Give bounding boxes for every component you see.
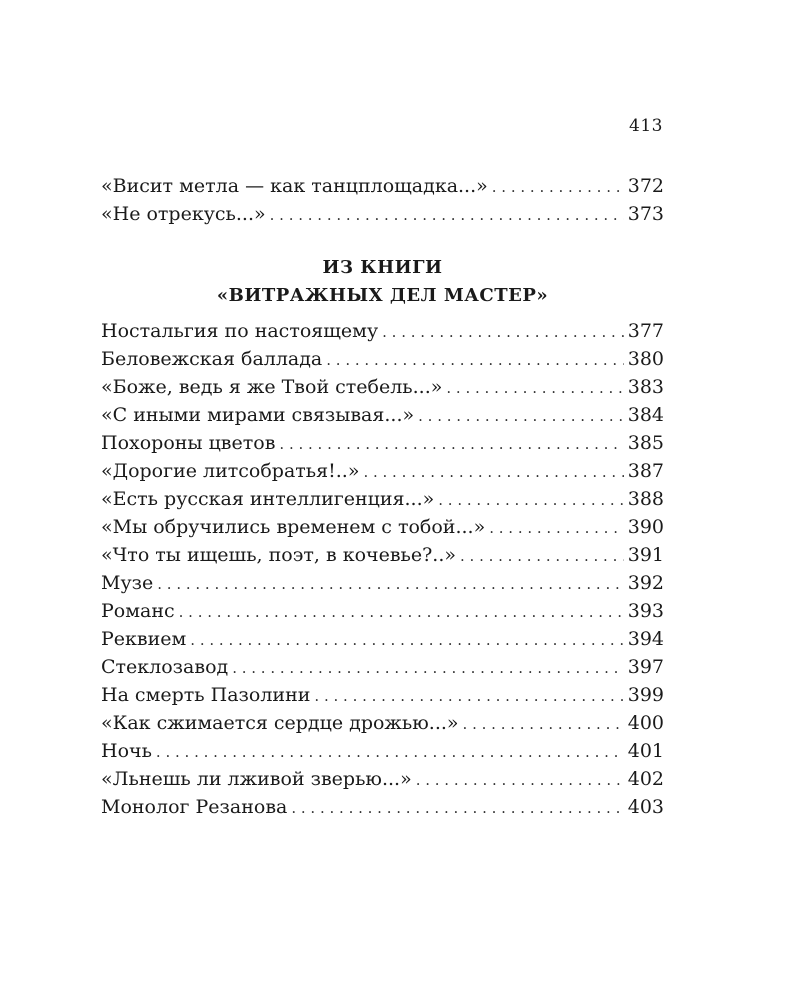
toc-entry-title: «Льнешь ли лживой зверью...» [101, 768, 412, 790]
dot-leader [489, 514, 624, 542]
toc-main-list [101, 317, 664, 821]
toc-entry-title: «Дорогие литсобратья!..» [101, 460, 360, 482]
toc-entry [101, 737, 664, 765]
section-heading-line1: ИЗ КНИГИ [322, 257, 443, 278]
toc-entry-title: «Висит метла — как танцплощадка...» [101, 175, 488, 197]
toc-entry-title: Реквием [101, 628, 187, 650]
toc-entry-page: 402 [627, 768, 664, 790]
toc-entry [101, 681, 664, 709]
toc-entry-title: На смерть Пазолини [101, 684, 311, 706]
toc-entry [101, 793, 664, 821]
toc-entry-page: 383 [627, 376, 664, 398]
toc-entry-page: 401 [627, 740, 664, 762]
toc-entry-title: «Мы обручились временем с тобой...» [101, 516, 486, 538]
toc-entry-title: «Что ты ищешь, поэт, в кочевье?..» [101, 544, 456, 566]
toc-entry [101, 317, 664, 345]
dot-leader [382, 318, 624, 346]
toc-entry-page: 384 [627, 404, 664, 426]
toc-entry [101, 513, 664, 541]
dot-leader [418, 402, 624, 430]
toc-entry-page: 403 [627, 796, 664, 818]
toc-entry-title: Музе [101, 572, 154, 594]
dot-leader [363, 458, 623, 486]
toc-entry [101, 172, 664, 200]
toc-entry-page: 377 [627, 320, 664, 342]
toc-entry-page: 388 [627, 488, 664, 510]
dot-leader [232, 654, 624, 682]
toc-entry-title: «Есть русская интеллигенция...» [101, 488, 435, 510]
toc-entry-page: 390 [627, 516, 664, 538]
toc-entry [101, 401, 664, 429]
toc-entry-title: «С иными мирами связывая...» [101, 404, 415, 426]
toc-entry-title: «Боже, ведь я же Твой стебель...» [101, 376, 443, 398]
toc-entry [101, 429, 664, 457]
toc-entry [101, 345, 664, 373]
page-number: 413 [629, 116, 663, 136]
toc-entry [101, 653, 664, 681]
toc-entry [101, 625, 664, 653]
toc-entry-page: 394 [627, 628, 664, 650]
dot-leader [446, 374, 623, 402]
toc-entry-page: 380 [627, 348, 664, 370]
toc-entry [101, 457, 664, 485]
dot-leader [492, 173, 624, 201]
toc-entry-title: Ностальгия по настоящему [101, 320, 379, 342]
toc-entry-title: Романс [101, 600, 175, 622]
toc-entry-page: 400 [627, 712, 664, 734]
toc-entry-title: «Не отрекусь...» [101, 203, 266, 225]
toc-entry-page: 397 [627, 656, 664, 678]
dot-leader [156, 738, 624, 766]
toc-entry [101, 709, 664, 737]
toc-entry-page: 372 [627, 175, 664, 197]
dot-leader [179, 598, 624, 626]
toc-entry-title: «Как сжимается сердце дрожью...» [101, 712, 459, 734]
dot-leader [279, 430, 623, 458]
dot-leader [314, 682, 623, 710]
toc-entry-page: 385 [627, 432, 664, 454]
dot-leader [157, 570, 623, 598]
toc-entry-page: 387 [627, 460, 664, 482]
toc-entry [101, 569, 664, 597]
toc-entry [101, 541, 664, 569]
toc-entry-title: Стеклозавод [101, 656, 229, 678]
section-heading [101, 254, 664, 310]
dot-leader [416, 766, 624, 794]
toc-entry-page: 393 [627, 600, 664, 622]
toc-entry [101, 765, 664, 793]
dot-leader [270, 201, 624, 229]
dot-leader [291, 794, 623, 822]
dot-leader [326, 346, 623, 374]
dot-leader [463, 710, 624, 738]
dot-leader [190, 626, 623, 654]
toc-entry [101, 597, 664, 625]
toc-entry-page: 391 [627, 544, 664, 566]
toc-entry [101, 373, 664, 401]
section-heading-line2: «ВИТРАЖНЫХ ДЕЛ МАСТЕР» [216, 285, 549, 306]
toc-entry-title: Беловежская баллада [101, 348, 323, 370]
dot-leader [438, 486, 623, 514]
toc-entry-page: 392 [627, 572, 664, 594]
toc-top-list [101, 172, 664, 228]
toc-entry-page: 399 [627, 684, 664, 706]
toc-entry-title: Ночь [101, 740, 152, 762]
toc-entry [101, 200, 664, 228]
toc-entry [101, 485, 664, 513]
toc-entry-title: Монолог Резанова [101, 796, 288, 818]
dot-leader [460, 542, 624, 570]
toc-entry-page: 373 [627, 203, 664, 225]
toc-entry-title: Похороны цветов [101, 432, 276, 454]
